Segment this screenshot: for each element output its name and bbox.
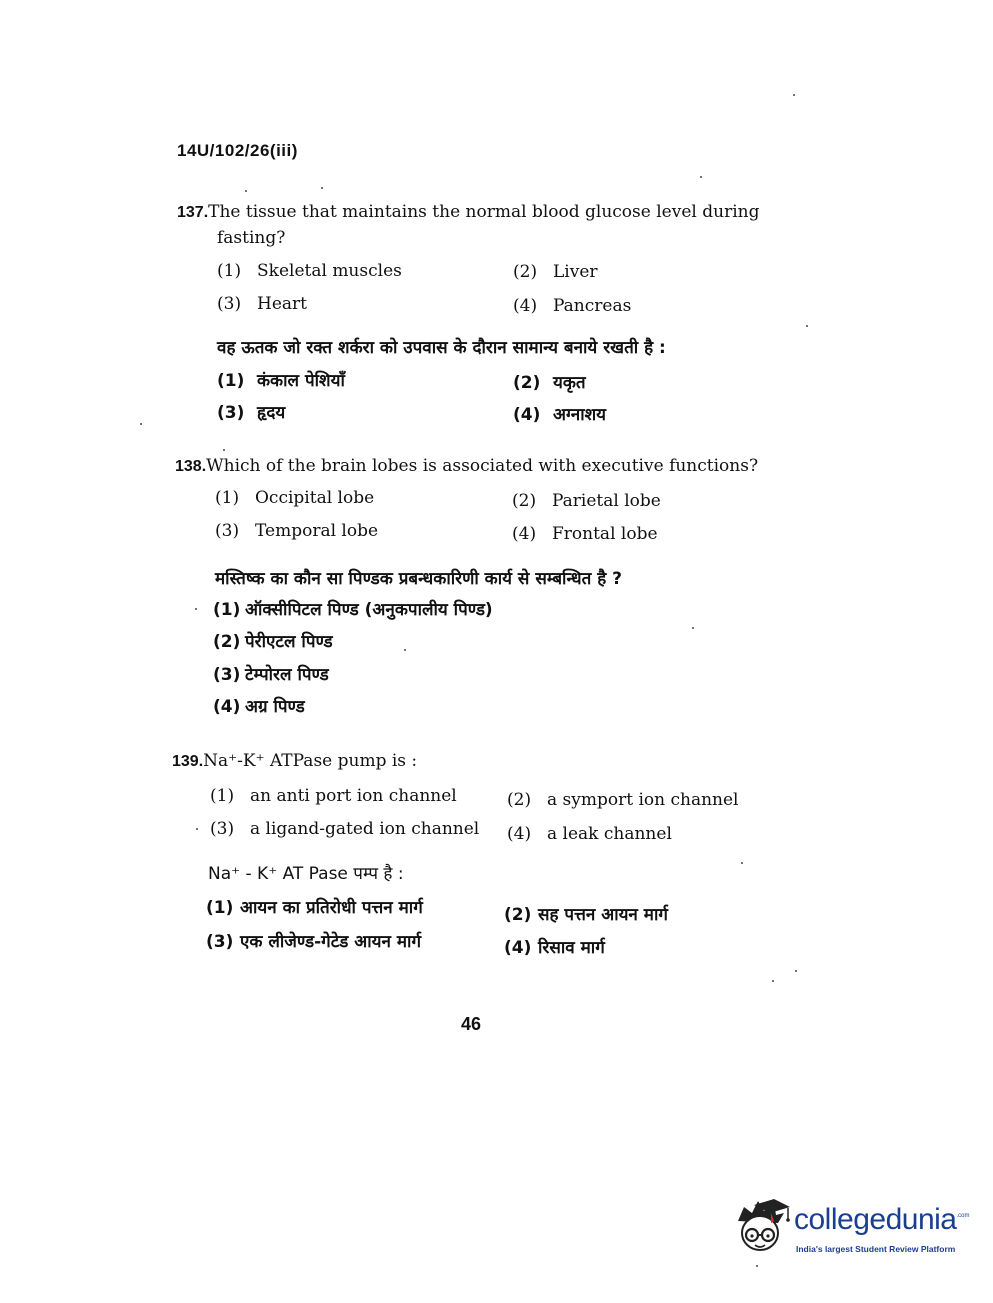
option-4	[512, 524, 658, 544]
scan-speck	[700, 176, 702, 178]
option-text: Pancreas	[553, 296, 632, 316]
scan-speck	[795, 970, 797, 972]
hindi-option-4: (4) अग्नाशय	[513, 405, 607, 425]
scan-speck	[692, 627, 694, 629]
option-1	[215, 488, 374, 508]
scan-speck	[223, 449, 225, 451]
option-4	[507, 824, 672, 844]
question-number: 139.	[172, 753, 204, 770]
hindi-option-4: (4) अग्र पिण्ड	[213, 697, 305, 717]
option-number: (1)	[217, 261, 242, 281]
hindi-option-2: (2) पेरीएटल पिण्ड	[213, 632, 333, 652]
hindi-option-4: (4) रिसाव मार्ग	[504, 938, 605, 958]
hindi-question-139: Na⁺ - K⁺ AT Pase पम्प है :	[208, 864, 404, 884]
option-number: (3)	[215, 521, 240, 541]
option-text: a ligand-gated ion channel	[250, 819, 480, 839]
hindi-option-3: (3) टेम्पोरल पिण्ड	[213, 665, 329, 685]
logo-tagline: India's largest Student Review Platform	[796, 1244, 956, 1254]
scan-speck	[793, 94, 795, 96]
hindi-option-3: (3) एक लीजेण्ड-गेटेड आयन मार्ग	[206, 932, 422, 952]
scan-speck	[195, 608, 197, 610]
option-text: a leak channel	[547, 824, 672, 844]
option-2	[507, 790, 739, 810]
question-139	[172, 751, 417, 771]
option-number: (3)	[217, 294, 242, 314]
option-number: (4)	[507, 824, 532, 844]
option-number: (2)	[507, 790, 532, 810]
option-text: Skeletal muscles	[257, 261, 402, 281]
option-number: (4)	[513, 296, 538, 316]
hindi-question-138: मस्तिष्क का कौन सा पिण्डक प्रबन्धकारिणी कार्य से सम्बन्धित है ?	[215, 569, 623, 589]
option-number: (2)	[513, 262, 538, 282]
option-1	[217, 261, 402, 281]
hindi-option-1: (1) आयन का प्रतिरोधी पत्तन मार्ग	[206, 898, 423, 918]
option-number: (3)	[210, 819, 235, 839]
question-text: Na⁺-K⁺ ATPase pump is :	[203, 751, 418, 771]
option-text: Heart	[257, 294, 307, 314]
hindi-option-1: (1) कंकाल पेशियाँ	[217, 371, 345, 391]
option-number: (4)	[512, 524, 537, 544]
option-text: Frontal lobe	[552, 524, 658, 544]
question-number: 137.	[177, 204, 209, 221]
question-text-cont: fasting?	[217, 228, 286, 248]
option-text: a symport ion channel	[547, 790, 739, 810]
scan-speck	[404, 649, 406, 651]
option-number: (1)	[215, 488, 240, 508]
scan-speck	[756, 1265, 758, 1267]
mascot-icon	[730, 1195, 792, 1257]
hindi-option-1: (1) ऑक्सीपिटल पिण्ड (अनुकपालीय पिण्ड)	[213, 600, 493, 620]
option-2	[513, 262, 598, 282]
option-4	[513, 296, 631, 316]
question-137	[177, 202, 759, 222]
option-text: Parietal lobe	[552, 491, 661, 511]
question-138	[175, 456, 758, 476]
scan-speck	[806, 325, 808, 327]
option-text: Temporal lobe	[255, 521, 379, 541]
scan-speck	[741, 862, 743, 864]
option-number: (2)	[512, 491, 537, 511]
hindi-option-2: (2) सह पत्तन आयन मार्ग	[504, 905, 668, 925]
logo-suffix: .com	[956, 1213, 970, 1219]
hindi-option-2: (2) यकृत	[513, 373, 586, 393]
logo-name: collegedunia	[794, 1203, 957, 1236]
hindi-question-137: वह ऊतक जो रक्त शर्करा को उपवास के दौरान सामान्य बनाये रखती है :	[217, 338, 666, 358]
option-number: (1)	[210, 786, 235, 806]
option-text: Liver	[553, 262, 598, 282]
option-text: Occipital lobe	[255, 488, 375, 508]
option-3	[210, 819, 479, 839]
option-3	[217, 294, 307, 314]
question-text: Which of the brain lobes is associated with executive functions?	[206, 456, 759, 476]
question-number: 138.	[175, 458, 207, 475]
option-1	[210, 786, 457, 806]
page-number: 46	[461, 1014, 482, 1034]
question-text: The tissue that maintains the normal blood glucose level during	[208, 202, 760, 222]
scan-speck	[196, 828, 198, 830]
scan-speck	[772, 980, 774, 982]
hindi-option-3: (3) हृदय	[217, 403, 286, 423]
collegedunia-logo	[730, 1195, 970, 1257]
option-text: an anti port ion channel	[250, 786, 457, 806]
paper-code: 14U/102/26(iii)	[177, 141, 298, 160]
scan-speck	[245, 190, 247, 192]
scan-speck	[140, 423, 142, 425]
option-3	[215, 521, 378, 541]
scan-speck	[321, 187, 323, 189]
option-2	[512, 491, 661, 511]
